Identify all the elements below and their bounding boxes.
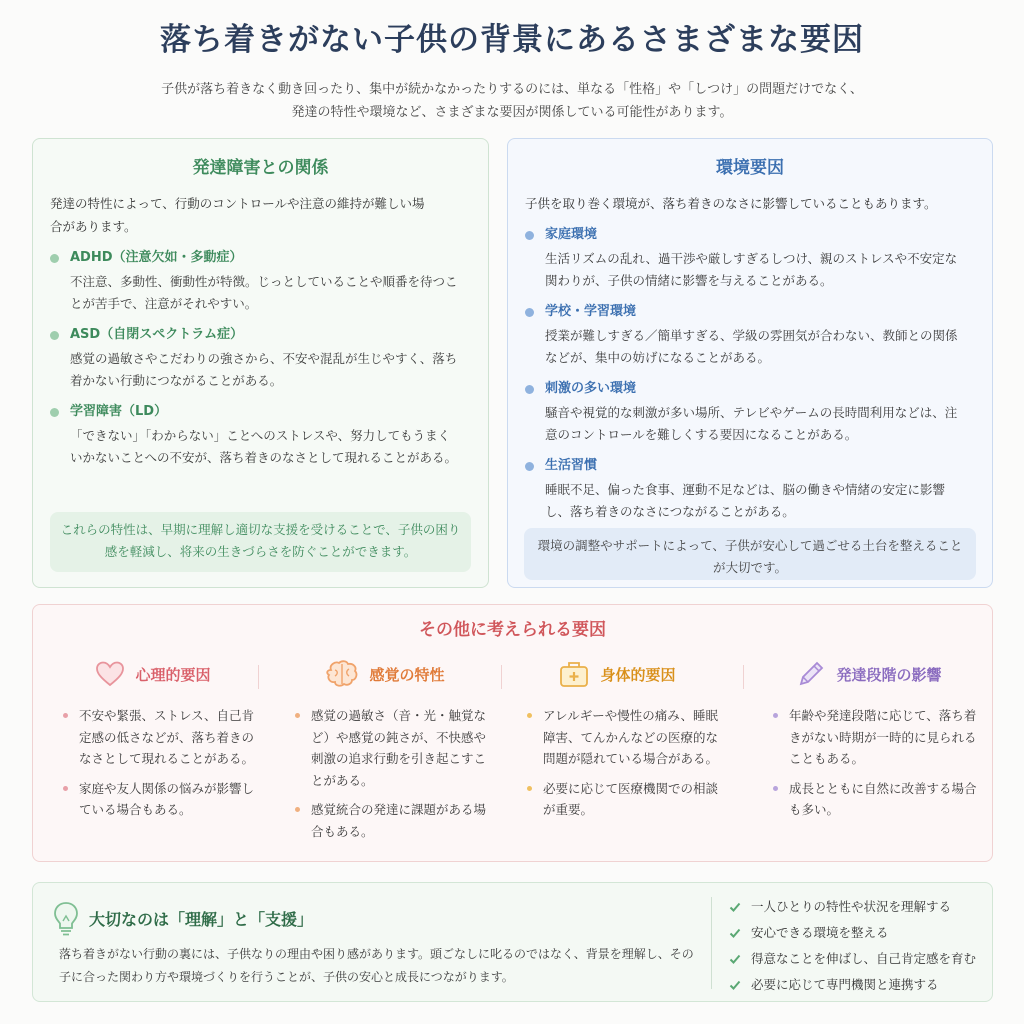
bullet-icon (525, 462, 534, 471)
check-icon (729, 901, 741, 913)
list-item: 年齢や発達段階に応じて、落ち着きがない時期が一時的に見られることもある。 (751, 705, 987, 770)
checklist-item: 得意なことを伸ばし、自己肯定感を育む (727, 946, 976, 972)
checklist (727, 894, 976, 998)
list-item: 必要に応じて医療機関での相談が重要。 (505, 778, 729, 821)
bullet-icon (295, 713, 300, 718)
item-title: 学校・学習環境 (508, 301, 992, 323)
bullet-icon (50, 254, 59, 263)
factor-heading: 身体的要因 (505, 657, 729, 691)
check-icon (729, 979, 741, 991)
other-factors-panel (32, 604, 993, 862)
bullet-icon (63, 786, 68, 791)
environment-panel (507, 138, 993, 588)
developmental-heading: 発達障害との関係 (192, 158, 329, 178)
item-body: 睡眠不足、偏った食事、運動不足などは、脳の働きや情緒の安定に影響し、落ち着きのなさにつながることがある。 (545, 482, 946, 519)
factor-heading: 感覚の特性 (273, 657, 497, 691)
environment-note: 環境の調整やサポートによって、子供が安心して過ごせる土台を整えることが大切です。 (524, 528, 976, 580)
item-body: 不注意、多動性、衝動性が特徴。じっとしていることや順番を待つことが苦手で、注意がそれやすい。 (70, 274, 458, 311)
checklist-item: 一人ひとりの特性や状況を理解する (727, 894, 976, 920)
factor-column (41, 657, 265, 847)
item-body: 授業が難しすぎる／簡単すぎる、学級の雰囲気が合わない、教師との関係などが、集中の妨げになることがある。 (545, 328, 958, 365)
column-divider (258, 665, 259, 689)
item-title: ADHD（注意欠如・多動症） (33, 247, 488, 269)
list-item: 感覚の過敏さ（音・光・触覚など）や感覚の鈍さが、不快感や刺激の追求行動を引き起こすことがある。 (273, 705, 497, 791)
developmental-note: これらの特性は、早期に理解し適切な支援を受けることで、子供の困り感を軽減し、将来の生きづらさを防ぐことができます。 (50, 512, 471, 572)
factor-heading: 発達段階の影響 (751, 657, 987, 691)
list-item (33, 324, 488, 392)
environment-heading: 環境要因 (716, 158, 784, 178)
check-icon (729, 953, 741, 965)
bullet-icon (527, 713, 532, 718)
check-icon (729, 927, 741, 939)
list-item: 感覚統合の発達に課題がある場合もある。 (273, 799, 497, 842)
summary-title: 大切なのは「理解」と「支援」 (89, 910, 314, 929)
environment-lead: 子供を取り巻く環境が、落ち着きのなさに影響していることもあります。 (525, 196, 937, 211)
item-title: 家庭環境 (508, 224, 992, 246)
column-divider (501, 665, 502, 689)
heart-icon (95, 661, 125, 687)
item-body: 騒音や視覚的な刺激が多い場所、テレビやゲームの長時間利用などは、注意のコントロールを難しくする要因になることがある。 (545, 405, 958, 442)
list-item: 家庭や友人関係の悩みが影響している場合もある。 (41, 778, 265, 821)
item-body: 「できない」「わからない」ことへのストレスや、努力してもうまくいかないことへの不安が、落ち着きのなさとして現れることがある。 (70, 428, 458, 465)
list-item (508, 301, 992, 369)
item-title: 刺激の多い環境 (508, 378, 992, 400)
checklist-item: 必要に応じて専門機関と連携する (727, 972, 976, 998)
list-item (33, 401, 488, 469)
intro-text (60, 78, 964, 124)
page-title: 落ち着きがない子供の背景にあるさまざまな要因 (160, 22, 864, 58)
summary-body: 落ち着きがない行動の裏には、子供なりの理由や困り感があります。頭ごなしに叱るのではなく、背景を理解し、その子に合った関わり方や環境づくりを行うことが、子供の安心と成長につながります。 (59, 947, 694, 984)
factor-column (273, 657, 497, 847)
intro-line: 子供が落ち着きなく動き回ったり、集中が続かなかったりするのには、単なる「性格」や「しつけ」の問題だけでなく、 (161, 82, 863, 97)
brain-icon (325, 660, 359, 688)
item-title: ASD（自閉スペクトラム症） (33, 324, 488, 346)
summary-divider (711, 897, 712, 989)
item-title: 生活習慣 (508, 455, 992, 477)
list-item: 不安や緊張、ストレス、自己肯定感の低さなどが、落ち着きのなさとして現れることがある。 (41, 705, 265, 770)
list-item (508, 455, 992, 523)
list-item: 成長とともに自然に改善する場合も多い。 (751, 778, 987, 821)
list-item (508, 224, 992, 292)
bullet-icon (63, 713, 68, 718)
checklist-item: 安心できる環境を整える (727, 920, 976, 946)
bullet-icon (525, 308, 534, 317)
first-aid-kit-icon (558, 660, 590, 688)
item-title: 学習障害（LD） (33, 401, 488, 423)
bullet-icon (773, 713, 778, 718)
factor-heading: 心理的要因 (41, 657, 265, 691)
bullet-icon (527, 786, 532, 791)
bullet-icon (525, 385, 534, 394)
item-body: 感覚の過敏さやこだわりの強さから、不安や混乱が生じやすく、落ち着かない行動につながることがある。 (70, 351, 458, 388)
developmental-lead: 発達の特性によって、行動のコントロールや注意の維持が難しい場合があります。 (50, 196, 425, 234)
factor-column (751, 657, 987, 847)
lightbulb-icon (51, 900, 81, 938)
list-item: アレルギーや慢性の痛み、睡眠障害、てんかんなどの医療的な問題が隠れている場合がある。 (505, 705, 729, 770)
list-item (33, 247, 488, 315)
bullet-icon (295, 807, 300, 812)
item-body: 生活リズムの乱れ、過干渉や厳しすぎるしつけ、親のストレスや不安定な関わりが、子供の情緒に影響を与えることがある。 (545, 251, 958, 288)
summary-panel (32, 882, 993, 1002)
bullet-icon (525, 231, 534, 240)
bullet-icon (50, 331, 59, 340)
column-divider (743, 665, 744, 689)
intro-line: 発達の特性や環境など、さまざまな要因が関係している可能性があります。 (291, 105, 733, 120)
factor-column (505, 657, 729, 847)
bullet-icon (773, 786, 778, 791)
pencil-icon (796, 659, 826, 689)
bullet-icon (50, 408, 59, 417)
list-item (508, 378, 992, 446)
other-factors-heading: その他に考えられる要因 (419, 620, 606, 640)
developmental-panel (32, 138, 489, 588)
